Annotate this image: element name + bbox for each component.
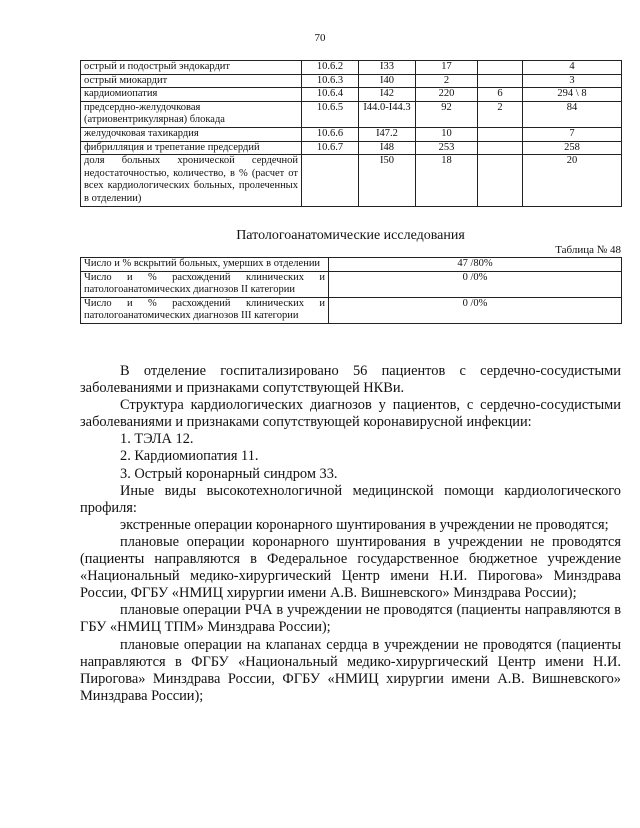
table-row [81,141,622,155]
table-row [81,127,622,141]
value-cell: 0 /0% [329,271,622,297]
table-label: Таблица № 48 [555,244,621,256]
table-row [81,74,622,88]
icd-cell: I44.0-I44.3 [359,101,416,127]
value-cell: 258 [523,141,622,155]
paragraph-hitech: Иные виды высокотехнологичной медицинской помощи кардиологического профиля: [80,482,621,516]
value-cell: 4 [523,61,622,75]
code-cell: 10.6.4 [302,88,359,102]
indicator-cell: Число и % расхождений клинических и патологоанатомических диагнозов III категории [81,297,329,323]
value-cell: 294 \ 8 [523,88,622,102]
cardiology-diagnoses-table [80,60,622,207]
value-cell [478,127,523,141]
value-cell: 47 /80% [329,258,622,272]
value-cell [478,141,523,155]
icd-cell: I47.2 [359,127,416,141]
value-cell: 2 [478,101,523,127]
code-cell: 10.6.5 [302,101,359,127]
value-cell [478,155,523,206]
indicator-cell: Число и % расхождений клинических и патологоанатомических диагнозов II категории [81,271,329,297]
table-row [81,258,622,272]
code-cell: 10.6.3 [302,74,359,88]
indicator-cell: Число и % вскрытий больных, умерших в отделении [81,258,329,272]
icd-cell: I48 [359,141,416,155]
icd-cell: I40 [359,74,416,88]
diagnosis-cell: доля больных хронической сердечной недостаточностью, количество, в % (расчет от всех кардиологических больных, пролеченных в отделении) [81,155,302,206]
value-cell: 6 [478,88,523,102]
value-cell: 84 [523,101,622,127]
diagnosis-cell: острый миокардит [81,74,302,88]
value-cell: 18 [416,155,478,206]
value-cell [478,61,523,75]
diagnosis-cell: предсердно-желудочковая (атриовентрикулярная) блокада [81,101,302,127]
icd-cell: I50 [359,155,416,206]
code-cell: 10.6.7 [302,141,359,155]
value-cell: 10 [416,127,478,141]
value-cell: 0 /0% [329,297,622,323]
paragraph-emergency-cabg: экстренные операции коронарного шунтирования в учреждении не проводятся; [120,516,609,533]
value-cell: 20 [523,155,622,206]
list-item-acs: 3. Острый коронарный синдром 33. [120,465,338,482]
paragraph-structure: Структура кардиологических диагнозов у пациентов, с сердечно-сосудистыми заболеваниями и признаками сопутствующей коронавирусной инфекции: [80,397,621,431]
paragraph-rfa: плановые операции РЧА в учреждении не проводятся (пациенты направляются в ГБУ «НМИЦ ТПМ» Минздрава России); [80,602,621,636]
diagnosis-cell: острый и подострый эндокардит [81,61,302,75]
value-cell: 17 [416,61,478,75]
value-cell: 92 [416,101,478,127]
list-item-tela: 1. ТЭЛА 12. [120,431,194,448]
value-cell [478,74,523,88]
diagnosis-cell: кардиомиопатия [81,88,302,102]
icd-cell: I42 [359,88,416,102]
paragraph-valve: плановые операции на клапанах сердца в учреждении не проводятся (пациенты направляются в ФГБУ «Национальный медико-хирургический Центр имени Н.И. Пирогова» Минздрава России, ФГБУ «НМИЦ хирургии имени А.В. Вишневского» Минздрава России); [80,636,621,704]
value-cell: 220 [416,88,478,102]
section-title: Патологоанатомические исследования [236,228,465,243]
list-item-cardiomyopathy: 2. Кардиомиопатия 11. [120,448,259,465]
table-row [81,271,622,297]
table-row [81,101,622,127]
value-cell: 253 [416,141,478,155]
table-row [81,61,622,75]
value-cell: 7 [523,127,622,141]
body-text [80,363,621,705]
value-cell: 3 [523,74,622,88]
paragraph-hospitalized: В отделение госпитализировано 56 пациентов с сердечно-сосудистыми заболеваниями и признаками сопутствующей НКВи. [80,363,621,397]
diagnosis-cell: желудочковая тахикардия [81,127,302,141]
icd-cell: I33 [359,61,416,75]
code-cell: 10.6.6 [302,127,359,141]
pathology-table [80,257,622,324]
diagnosis-cell: фибрилляция и трепетание предсердий [81,141,302,155]
table-row [81,155,622,206]
page-number: 70 [314,32,326,44]
paragraph-planned-cabg: плановые операции коронарного шунтирования в учреждении не проводятся (пациенты направляются в Федеральное государственное бюджетное учреждение «Национальный медико-хирургический Центр имени Н.И. Пирогова» Минздрава России, ФГБУ «НМИЦ хирургии имени А.В. Вишневского» Минздрава России); [80,533,621,602]
code-cell [302,155,359,206]
value-cell: 2 [416,74,478,88]
code-cell: 10.6.2 [302,61,359,75]
table-row [81,297,622,323]
table-row [81,88,622,102]
